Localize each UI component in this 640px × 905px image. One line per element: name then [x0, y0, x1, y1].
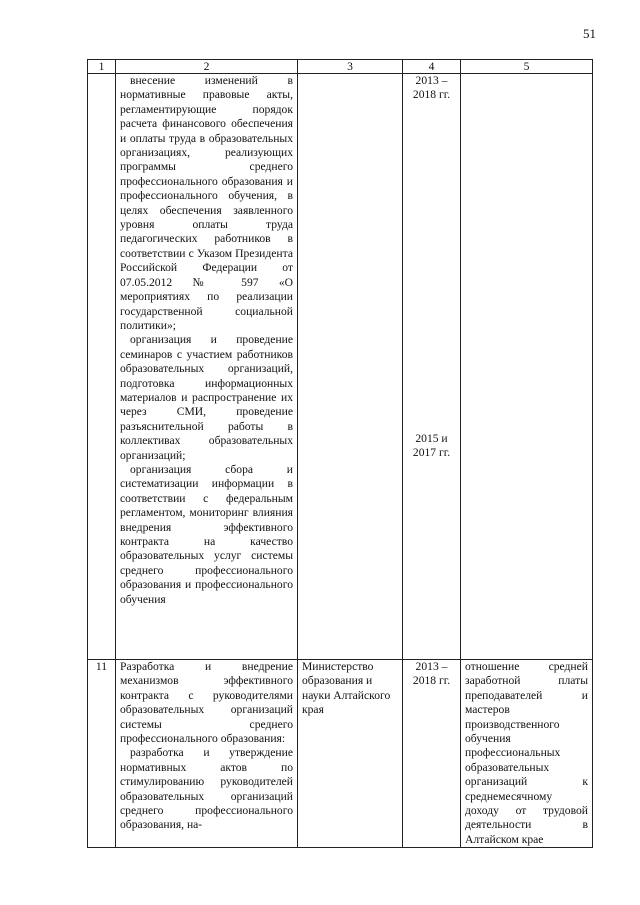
measure-item: разработка и утверждение нормативных актов по стимулированию руководителей образовательных организаций среднего профессионального образования, на-: [120, 746, 293, 832]
table-row: [88, 74, 593, 660]
measure-cell: [116, 74, 298, 660]
executor-cell: [298, 74, 403, 660]
column-header: 2: [116, 60, 298, 74]
measure-item: организация и проведение семинаров с участием работников образовательных организаций, подготовка информационных материалов и распространение их через СМИ, проведение разъяснительной работы в коллективах образовательных организаций;: [120, 333, 293, 462]
deadline-cell: 2013 – 2018 гг.: [403, 660, 461, 848]
column-header: 5: [461, 60, 593, 74]
deadline-cell: [403, 74, 461, 660]
measure-item: организация сбора и систематизации информации в соответствии с федеральным регламентом, мониторинг влияния внедрения эффективного контракта на качество образовательных услуг системы среднего профессионального образования и профессионального обучения: [120, 462, 293, 606]
deadline-value: 2015 и 2017 гг.: [412, 431, 451, 460]
page-number: 51: [583, 26, 596, 41]
deadline-value: 2013 – 2018 гг.: [412, 74, 451, 102]
table-header-row: [88, 60, 593, 74]
measure-item: внесение изменений в нормативные правовые акты, регламентирующие порядок расчета финансового обеспечения и оплаты труда в образовательных организациях, реализующих программы среднего профессионального образования и профессионального обучения, в целях обеспечения заявленного уровня оплаты труда педагогических работников в соответствии с Указом Президента Российской Федерации от 07.05.2012 № 597 «О мероприятиях по реализации государственной социальной политики»;: [120, 74, 293, 332]
row-number: [88, 74, 116, 660]
measure-title: Разработка и внедрение механизмов эффективного контракта с руководителями образовательных организаций системы среднего профессионального образования:: [120, 660, 293, 746]
indicator-cell: отношение средней заработной платы преподавателей и мастеров производственного обучения профессиональных образовательных организаций к среднемесячному доходу от трудовой деятельности в Алтайском крае: [461, 660, 593, 848]
column-header: 4: [403, 60, 461, 74]
column-header: 3: [298, 60, 403, 74]
row-number: 11: [88, 660, 116, 848]
spacer: [405, 103, 458, 432]
executor-cell: Министерство образования и науки Алтайского края: [298, 660, 403, 848]
measures-table: [87, 59, 593, 848]
table-row: [88, 660, 593, 848]
column-header: 1: [88, 60, 116, 74]
indicator-cell: [461, 74, 593, 660]
measure-cell: [116, 660, 298, 848]
